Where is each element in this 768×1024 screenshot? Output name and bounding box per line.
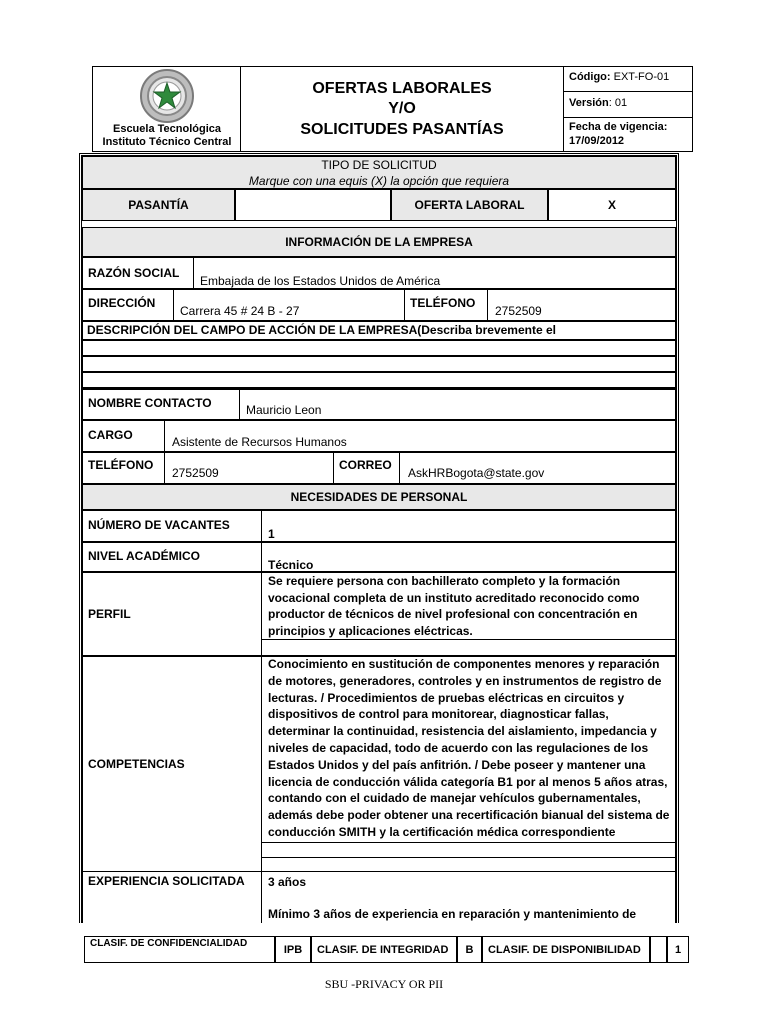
tipo-title: TIPO DE SOLICITUD xyxy=(321,158,437,172)
conf-label: CLASIF. DE CONFIDENCIALIDAD xyxy=(84,936,275,963)
perfil-label: PERFIL xyxy=(88,607,131,621)
school-logo xyxy=(137,68,197,124)
razon-value[interactable]: Embajada de los Estados Unidos de América xyxy=(200,274,441,288)
vacantes-value[interactable]: 1 xyxy=(268,527,275,541)
competencias-label: COMPETENCIAS xyxy=(88,757,185,771)
doc-code-label: Código: xyxy=(569,71,611,83)
doc-code-value: EXT-FO-01 xyxy=(613,71,670,83)
descripcion-label: DESCRIPCIÓN DEL CAMPO DE ACCIÓN DE LA EMPRESA(Describa brevemente el xyxy=(87,323,556,337)
direccion-value[interactable]: Carrera 45 # 24 B - 27 xyxy=(180,304,300,318)
necesidades-section-title: NECESIDADES DE PERSONAL xyxy=(82,484,676,510)
disp-empty-cell xyxy=(650,936,667,963)
perfil-value[interactable]: Se requiere persona con bachillerato completo y la formación vocacional completa de un instituto acreditado reconocido como productor de técnicos de nivel profesional con concentración en principios y aplicaciones eléctricas. xyxy=(268,574,640,638)
experiencia-value-1[interactable]: 3 años xyxy=(268,875,307,889)
doc-version xyxy=(569,97,627,109)
direccion-label: DIRECCIÓN xyxy=(82,289,174,321)
tel2-label: TELÉFONO xyxy=(82,452,165,484)
cargo-label: CARGO xyxy=(82,420,165,452)
doc-version-value: : 01 xyxy=(608,97,628,109)
empresa-section-title: INFORMACIÓN DE LA EMPRESA xyxy=(82,227,676,257)
competencias-sub-line-2 xyxy=(261,857,676,858)
correo-label: CORREO xyxy=(333,452,400,484)
conf-value: IPB xyxy=(275,936,311,963)
nivel-label: NIVEL ACADÉMICO xyxy=(88,549,201,563)
oferta-label: OFERTA LABORAL xyxy=(391,189,548,221)
doc-title-line2: Y/O xyxy=(388,100,416,117)
experiencia-value-2[interactable]: Mínimo 3 años de experiencia en reparación y mantenimiento de xyxy=(268,907,637,921)
privacy-footer-text: SBU -PRIVACY OR PII xyxy=(324,977,444,991)
doc-title-line3: SOLICITUDES PASANTÍAS xyxy=(300,121,504,138)
tel2-value[interactable]: 2752509 xyxy=(172,466,219,480)
doc-validity-label: Fecha de vigencia: xyxy=(569,121,668,133)
experiencia-label: EXPERIENCIA SOLICITADA xyxy=(88,874,245,888)
perfil-sub-line-1 xyxy=(261,639,676,640)
integ-value: B xyxy=(457,936,482,963)
doc-version-label: Versión xyxy=(569,97,609,109)
oferta-mark[interactable]: X xyxy=(548,189,676,221)
disp-value: 1 xyxy=(667,936,689,963)
competencias-sub-line-1 xyxy=(261,842,676,843)
school-name-line1: Escuela Tecnológica xyxy=(112,123,221,135)
telefono-label: TELÉFONO xyxy=(404,289,488,321)
razon-label: RAZÓN SOCIAL xyxy=(82,257,194,289)
header-row-line-1 xyxy=(563,91,693,92)
nivel-value[interactable]: Técnico xyxy=(268,558,314,572)
pasantia-mark[interactable] xyxy=(235,189,391,221)
correo-value[interactable]: AskHRBogota@state.gov xyxy=(408,466,545,480)
vacantes-label: NÚMERO DE VACANTES xyxy=(88,518,230,532)
pasantia-label: PASANTÍA xyxy=(82,189,235,221)
disp-label: CLASIF. DE DISPONIBILIDAD xyxy=(482,936,650,963)
tipo-subtitle: Marque con una equis (X) la opción que requiera xyxy=(248,174,510,188)
descripcion-line-3[interactable] xyxy=(82,372,676,388)
telefono-value[interactable]: 2752509 xyxy=(495,304,542,318)
header-divider-right xyxy=(563,66,564,152)
doc-code xyxy=(569,71,669,83)
descripcion-line-2[interactable] xyxy=(82,356,676,372)
header-row-line-2 xyxy=(563,117,693,118)
contacto-value[interactable]: Mauricio Leon xyxy=(246,403,322,417)
doc-validity-value: 17/09/2012 xyxy=(569,135,625,147)
contacto-label: NOMBRE CONTACTO xyxy=(82,388,240,420)
cargo-value[interactable]: Asistente de Recursos Humanos xyxy=(172,435,347,449)
integ-label: CLASIF. DE INTEGRIDAD xyxy=(311,936,457,963)
competencias-value[interactable]: Conocimiento en sustitución de componentes menores y reparación de motores, generadores, controles y en instrumentos de registro de lecturas. / Procedimientos de pruebas eléctricas en circuitos y dispositivos de control para monitorear, diagnosticar fallas, determinar la continuidad, resistencia del aislamiento, impedancia y niveles de capacidad, todo de acuerdo con las regulaciones de los Estados Unidos y del país anfitrión. / Debe poseer y mantener una licencia de conducción válida categoría B1 por al menos 5 años atras, contando con el cuidado de manejar vehículos gubernamentales, además debe poder obtener una recertificación bianual del sistema de conducción SMITH y la certificación médica correspondiente xyxy=(268,657,670,839)
descripcion-line-1[interactable] xyxy=(82,340,676,356)
doc-title-line1: OFERTAS LABORALES xyxy=(312,80,492,97)
school-name-line2: Instituto Técnico Central xyxy=(102,136,232,148)
